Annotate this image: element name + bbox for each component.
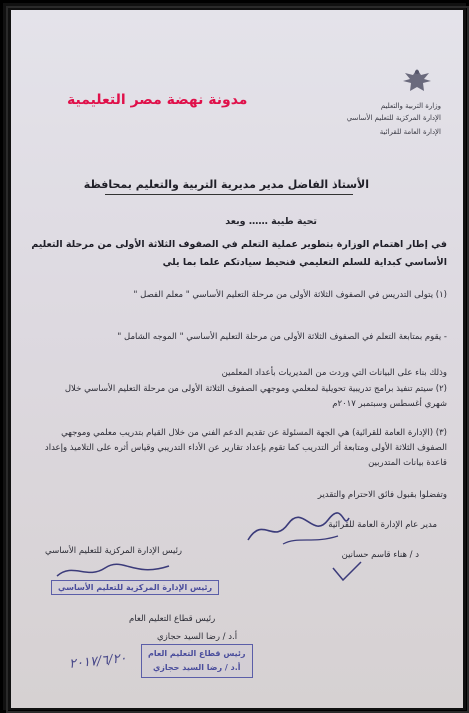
item-2: (٢) سيتم تنفيذ برامج تدريبية تحويلية لمعلمي وموجهي الصفوف الثلاثة الأولى من مرحلة التعليم الأساسي خلال شهري أغسطس وسبتمبر ٢٠١٧م [64,384,447,409]
central-admin-stamp: رئيس الإدارة المركزية للتعليم الأساسي [51,580,219,595]
item-3: (٣) (الإدارة العامة للقرائية) هي الجهة المسئولة عن تقديم الدعم الفني من خلال القيام بتدريب معلمي وموجهي الصفوف الثلاثة الأولى ومتابعة أثر التدريب كما تقوم بإعداد تقارير عن الأداء التدريبي وقياس أثره على التلاميذ وإعداد قاعدة بيانات المتدربين [44,428,447,468]
sector-head-title: رئيس قطاع التعليم العام [129,614,216,624]
sector-stamp-line-2: أ.د / رضا السيد حجازي [152,663,241,672]
blog-watermark-title: مدونة نهضة مصر التعليمية [67,92,248,108]
intro-paragraph: في إطار اهتمام الوزارة بتطوير عملية التعلم في الصفوف الثلاثة الأولى من مرحلة التعليم الأساسي كبداية للسلم التعليمي فنحيط سيادتكم علما بما يلي [31,239,447,268]
item-1: (١) يتولى التدريس في الصفوف الثلاثة الأولى من مرحلة التعليم الأساسي " معلم الفصل " [133,290,447,300]
closing-line: وتفضلوا بقبول فائق الاحترام والتقدير [317,490,447,500]
greeting: تحية طيبة …… وبعد [225,216,317,227]
central-admin-name: الإدارة المركزية للتعليم الأساسي [346,114,441,122]
addressee-line: الأستاذ الفاضل مدير مديرية التربية والتعليم بمحافظة [83,178,369,191]
handwritten-date: ٢٠١٧/٦/٢٠ [68,651,128,672]
sector-head-name: أ.د / رضا السيد حجازي [157,632,238,642]
bullet-item: - يقوم بمتابعة التعلم في الصفوف الثلاثة الأولى من مرحلة التعليم الأساسي " الموجه الشامل " [117,332,447,342]
general-director-title: مدير عام الإدارة العامة للقرائية [328,520,437,530]
general-director-signature [243,510,353,550]
approval-mark [327,558,367,588]
central-head-title: رئيس الإدارة المركزية للتعليم الأساسي [45,546,183,556]
sector-stamp [141,644,253,678]
ministry-name: وزارة التربية والتعليم [380,102,441,110]
addressee-underline [105,194,353,195]
egypt-eagle-emblem-icon [399,66,435,96]
general-director-name: د / هناء قاسم حسانين [341,550,419,560]
document-page [11,10,463,708]
sector-stamp-line-1: رئيس قطاع التعليم العام [148,649,246,658]
note-line: وذلك بناء على البيانات التي وردت من المديريات بأعداد المعلمين [221,368,447,378]
general-admin-name: الإدارة العامة للقرائية [379,128,441,136]
